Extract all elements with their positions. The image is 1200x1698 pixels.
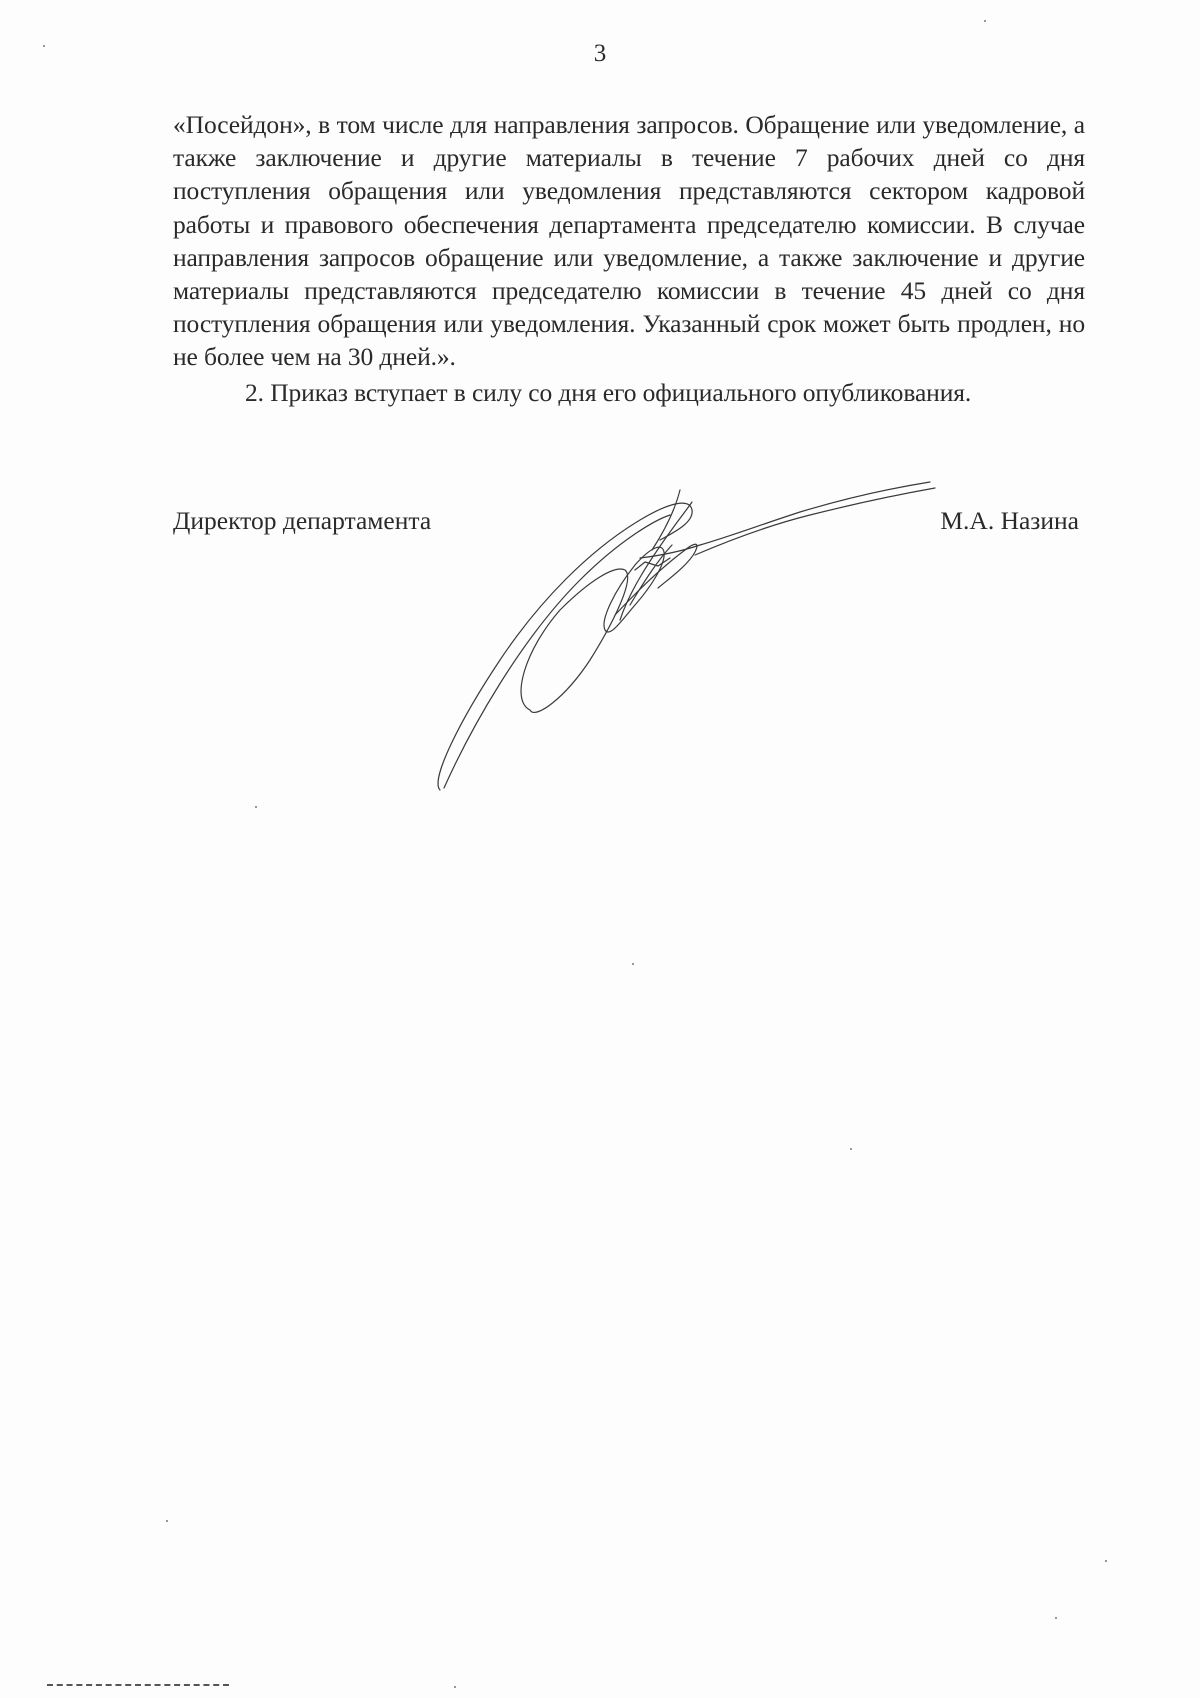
scan-speck — [1105, 1560, 1107, 1562]
footnote-separator — [47, 1684, 229, 1686]
signer-position: Директор департамента — [173, 506, 432, 535]
signer-name: М.А. Назина — [940, 506, 1079, 535]
document-body — [173, 108, 1085, 409]
scan-speck — [255, 806, 257, 808]
page-number: 3 — [593, 40, 607, 67]
scan-speck — [850, 1148, 852, 1150]
scan-speck — [454, 1686, 456, 1688]
scan-speck — [632, 963, 634, 965]
paragraph-continuation: «Посейдон», в том числе для направления запросов. Обращение или уведомление, а также заключение и другие материалы в течение 7 рабочих дней со дня поступления обращения или уведомления представляются сектором кадровой работы и правового обеспечения департамента председателю комиссии. В случае направления запросов обращение или уведомление, а также заключение и другие материалы представляются председателю комиссии в течение 45 дней со дня поступления обращения или уведомления. Указанный срок может быть продлен, но не более чем на 30 дней.». — [173, 110, 1085, 372]
scan-speck — [43, 45, 45, 47]
scan-speck — [1055, 1617, 1057, 1619]
scan-speck — [984, 20, 986, 22]
paragraph-item-2: 2. Приказ вступает в силу со дня его официального опубликования. — [245, 377, 972, 407]
scan-speck — [166, 1520, 168, 1522]
handwritten-signature — [430, 470, 940, 800]
